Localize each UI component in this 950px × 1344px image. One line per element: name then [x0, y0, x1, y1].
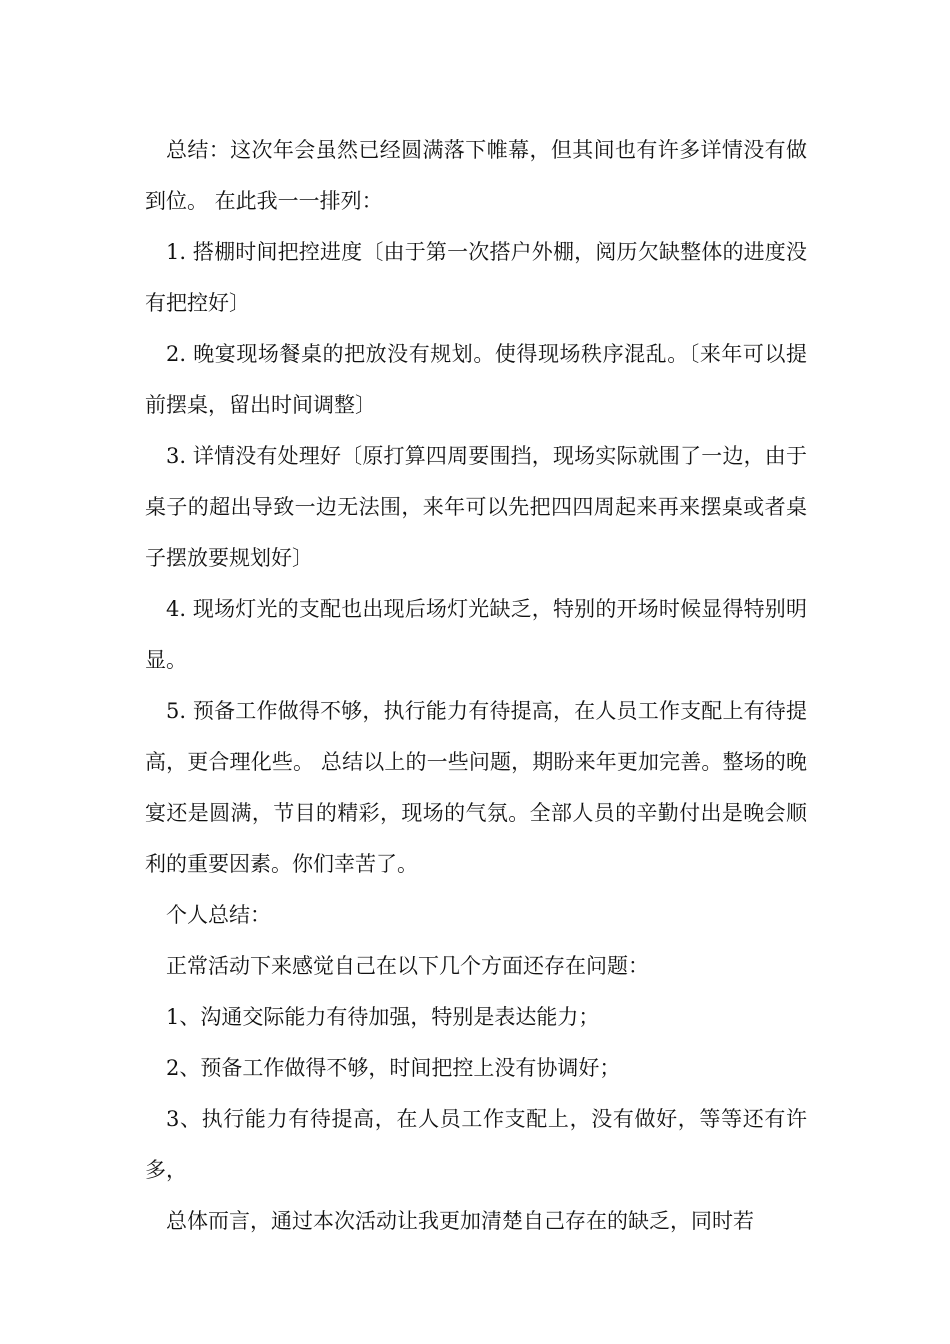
paragraph-personal-heading: 个人总结：	[166, 903, 271, 927]
paragraph-item-1: 1. 搭棚时间把控进度〔由于第一次搭户外棚，阅历欠缺整体的进度没有把控好〕	[145, 240, 807, 315]
paragraph-summary-intro: 总结：这次年会虽然已经圆满落下帷幕，但其间也有许多详情没有做到位。 在此我一一排列：	[145, 138, 807, 213]
paragraph-personal-1: 1、沟通交际能力有待加强，特别是表达能力；	[166, 1005, 600, 1029]
paragraph-item-2: 2. 晚宴现场餐桌的把放没有规划。使得现场秩序混乱。〔来年可以提前摆桌，留出时间调整〕	[145, 342, 807, 417]
document-body	[145, 125, 807, 1247]
paragraph-item-3: 3. 详情没有处理好〔原打算四周要围挡，现场实际就围了一边，由于桌子的超出导致一边无法围，来年可以先把四四周起来再来摆桌或者桌子摆放要规划好〕	[145, 444, 807, 570]
paragraph-item-5: 5. 预备工作做得不够，执行能力有待提高，在人员工作支配上有待提高，更合理化些。 总结以上的一些问题，期盼来年更加完善。整场的晚宴还是圆满，节目的精彩，现场的气氛。全部人员的辛勤付出是晚会顺利的重要因素。你们幸苦了。	[145, 699, 807, 876]
paragraph-personal-2: 2、预备工作做得不够，时间把控上没有协调好；	[166, 1056, 621, 1080]
paragraph-personal-3: 3、执行能力有待提高，在人员工作支配上，没有做好，等等还有许多，	[145, 1107, 807, 1182]
paragraph-conclusion: 总体而言，通过本次活动让我更加清楚自己存在的缺乏，同时若	[166, 1209, 754, 1233]
paragraph-item-4: 4. 现场灯光的支配也出现后场灯光缺乏，特别的开场时候显得特别明显。	[145, 597, 807, 672]
paragraph-personal-intro: 正常活动下来感觉自己在以下几个方面还存在问题：	[166, 954, 649, 978]
